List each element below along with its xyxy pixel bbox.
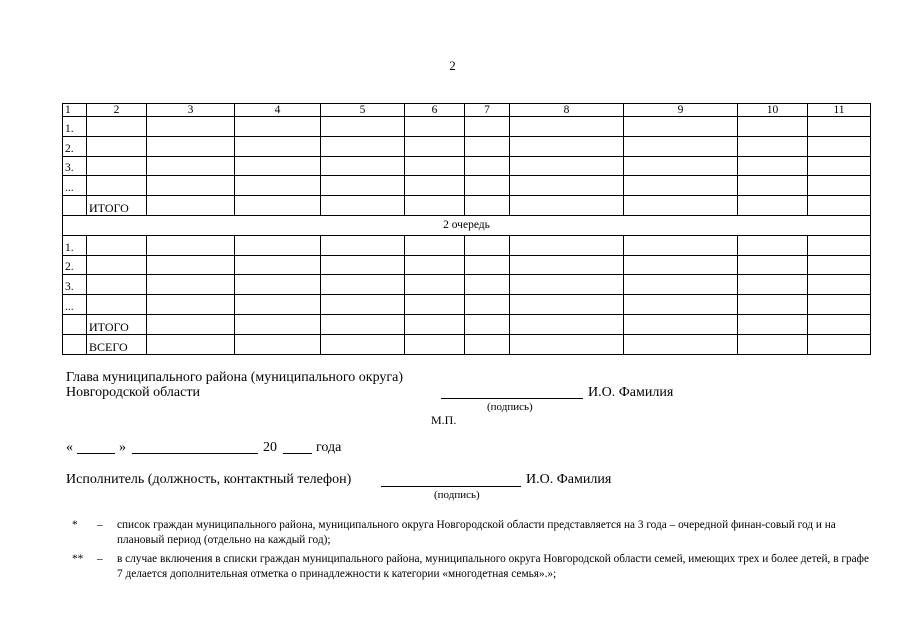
subtotal-label: ИТОГО: [87, 196, 147, 216]
footnote-mark: **: [72, 553, 84, 565]
head-signature-line: [441, 398, 583, 399]
table-row: [63, 176, 871, 196]
head-signature-caption: (подпись): [487, 401, 533, 413]
date-year-line: [283, 453, 312, 454]
row-number: ...: [63, 295, 87, 315]
row-number: 2.: [63, 136, 87, 156]
column-header: 5: [321, 104, 405, 117]
head-title-line2: Новгородской области: [66, 385, 200, 400]
footnote-mark: *: [72, 519, 78, 531]
footnote-text: в случае включения в списки граждан муниципального района, муниципального округа Новгородской области семей, имеющих трех и более детей, в графе 7 делается дополнительная отметка о принадлежности к категории «многодетная семья».»;: [117, 553, 869, 580]
column-number-row: [63, 104, 871, 117]
page-number: 2: [449, 58, 456, 73]
date-close-quote: »: [119, 440, 126, 455]
head-title-line1: Глава муниципального района (муниципального округа): [66, 370, 404, 385]
executor-signature-caption: (подпись): [434, 489, 480, 501]
row-number: 1.: [63, 117, 87, 137]
column-header: 6: [405, 104, 465, 117]
row-number: 1.: [63, 235, 87, 255]
footnote: [72, 552, 872, 582]
column-header: 10: [738, 104, 808, 117]
date-year-prefix: 20: [263, 440, 277, 455]
total-row: [63, 334, 871, 354]
executor-name: И.О. Фамилия: [526, 472, 612, 487]
subtotal-row: [63, 196, 871, 216]
date-year-suffix: года: [316, 440, 342, 455]
table-row: [63, 235, 871, 255]
table-row: [63, 255, 871, 275]
table-row: [63, 136, 871, 156]
section-row: [63, 215, 871, 235]
total-label: ВСЕГО: [87, 334, 147, 354]
column-header: 9: [624, 104, 738, 117]
row-number: ...: [63, 176, 87, 196]
head-name: И.О. Фамилия: [588, 385, 674, 400]
footnote-dash: –: [97, 519, 103, 531]
date-open-quote: «: [66, 440, 73, 455]
executor-label: Исполнитель (должность, контактный телефон): [66, 472, 352, 487]
table-row: [63, 275, 871, 295]
table-row: [63, 117, 871, 137]
row-number: 3.: [63, 156, 87, 176]
stamp-label: М.П.: [431, 413, 457, 427]
column-header: 1: [63, 104, 87, 117]
column-header: 8: [510, 104, 624, 117]
table-row: [63, 295, 871, 315]
footnote: [72, 518, 872, 548]
section-label: 2 очередь: [63, 215, 871, 235]
column-header: 11: [808, 104, 871, 117]
row-number: 3.: [63, 275, 87, 295]
citizens-table: [62, 103, 871, 355]
subtotal-label: ИТОГО: [87, 314, 147, 334]
column-header: 2: [87, 104, 147, 117]
column-header: 3: [147, 104, 235, 117]
table-row: [63, 156, 871, 176]
footnote-dash: –: [97, 553, 103, 565]
column-header: 7: [465, 104, 510, 117]
date-month-line: [132, 453, 258, 454]
subtotal-row: [63, 314, 871, 334]
column-header: 4: [235, 104, 321, 117]
footnote-text: список граждан муниципального района, муниципального округа Новгородской области представляется на 3 года – очередной финан-совый год и на плановый период (отдельно на каждый год);: [117, 519, 836, 546]
date-day-line: [77, 453, 115, 454]
executor-signature-line: [381, 486, 521, 487]
row-number: 2.: [63, 255, 87, 275]
